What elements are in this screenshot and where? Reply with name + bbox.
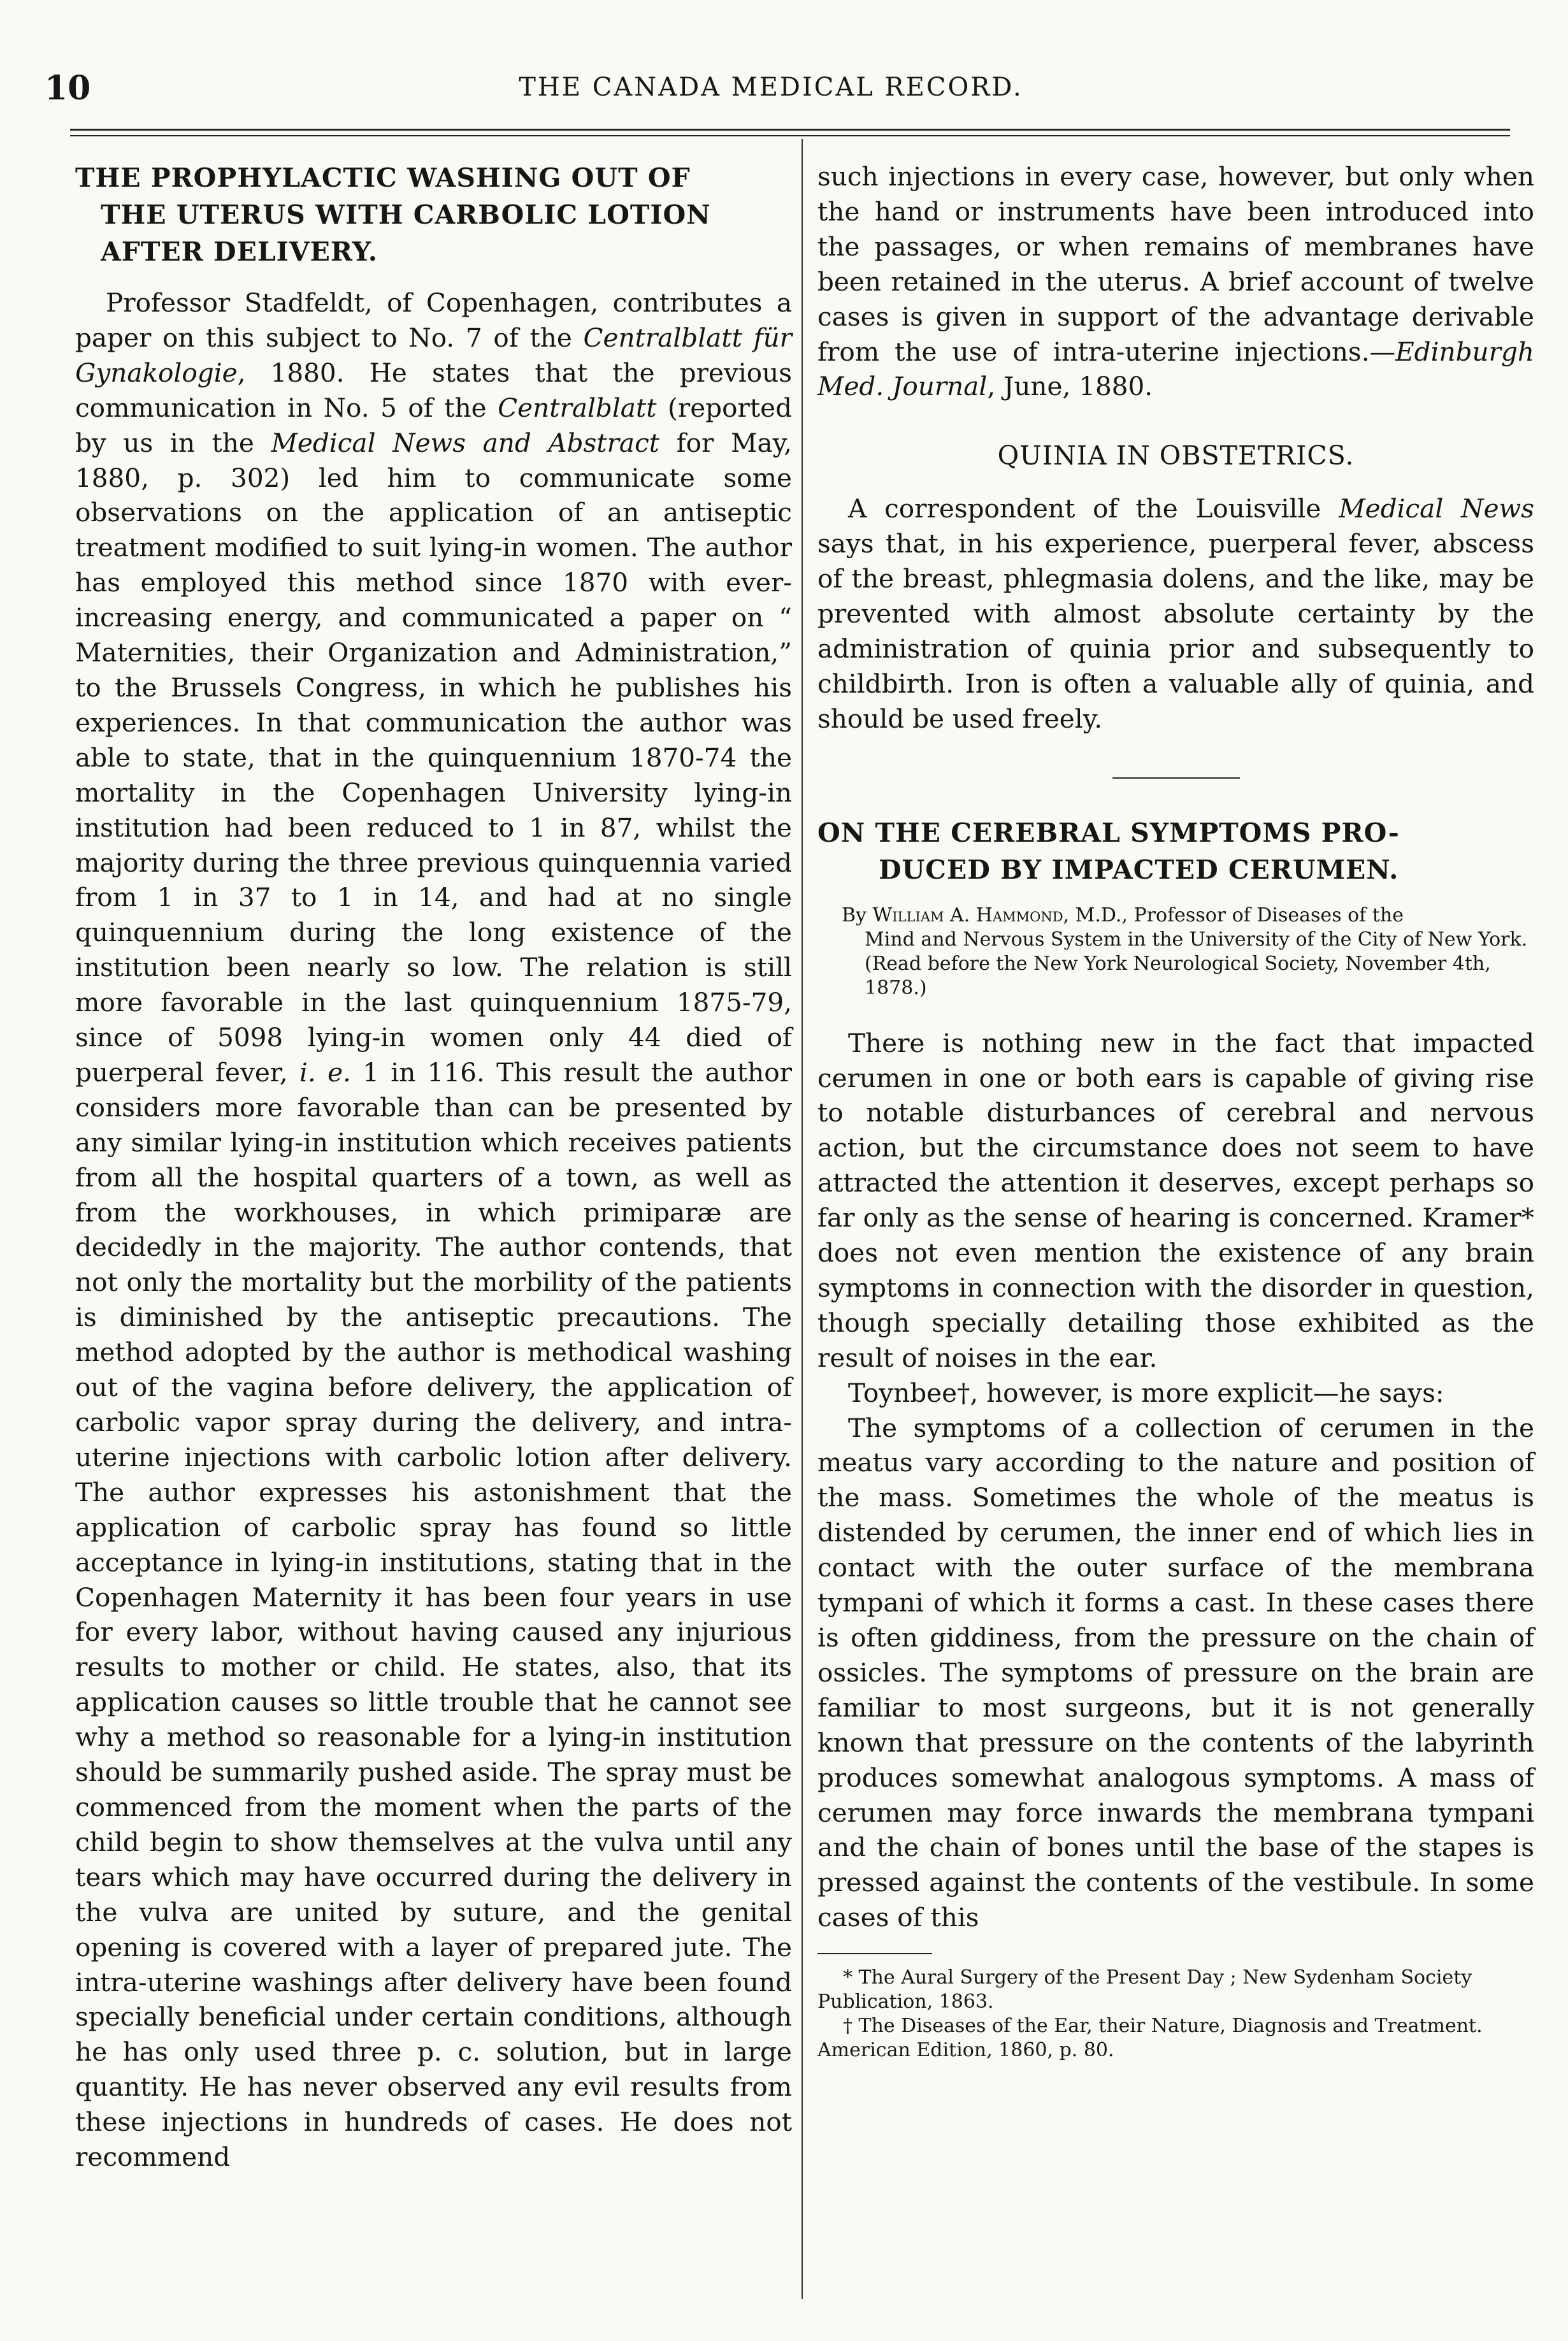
article-title-line-2: DUCED BY IMPACTED CERUMEN. — [879, 854, 1399, 885]
article-title-line-2: THE UTERUS WITH CARBOLIC LOTION — [101, 199, 711, 230]
article-body-paragraph: Toynbee†, however, is more explicit—he says: — [848, 1377, 1444, 1408]
footnote-divider — [817, 1953, 932, 1954]
body-text: Professor Stadfeldt, of Copenhagen, contributes a paper on this subject to No. 7 of the — [75, 287, 792, 353]
header-rule-thin — [70, 135, 1510, 136]
author-name: William A. Hammond — [872, 904, 1063, 926]
author-byline — [817, 904, 1534, 1000]
right-column — [817, 159, 1534, 2063]
column-divider — [802, 139, 803, 2299]
left-column — [75, 159, 792, 2175]
header-rule — [70, 129, 1510, 131]
body-text: (reported by us in the — [75, 392, 793, 458]
article-title-prophylactic — [75, 159, 792, 270]
footnote-1: * The Aural Surgery of the Present Day ; New Sydenham Society Publication, 1863. — [817, 1966, 1472, 2013]
byline-prefix: By — [842, 904, 873, 926]
author-credentials: , M.D., Professor of Diseases of the — [1063, 904, 1404, 926]
journal-citation: Medical News — [1339, 493, 1534, 524]
article-body-paragraph: The symptoms of a collection of cerumen in the meatus vary according to the nature and position of the mass. Sometimes the whole of the meatus is distended by cerumen, the inner end of which lies in contact with the outer surface of the membrana tympani of which it forms a cast. In these cases there is often giddiness, from the pressure on the chain of ossicles. The symptoms of pressure on the brain are familiar to most surgeons, but it is not generally known that pressure on the contents of the labyrinth produces somewhat analogous symptoms. A mass of cerumen may force inwards the membrana tympani and the chain of bones until the base of the stapes is pressed against the contents of the vestibule. In some cases of this — [817, 1412, 1534, 1933]
article-title-line-1: THE PROPHYLACTIC WASHING OUT OF — [75, 162, 691, 193]
page-header — [45, 69, 1497, 107]
article-title-cerebral — [817, 814, 1534, 888]
body-text: such injections in every case, however, but only when the hand or instruments have been introduced into the passages, or when remains of membranes have been retained in the uterus. A brief account of twelve cases is given in support of the advantage derivable from the use of intra-uterine injections.— — [817, 161, 1534, 367]
article-body-paragraph — [817, 491, 1534, 736]
article-body-paragraph — [75, 285, 792, 2175]
article-title-quinia: QUINIA IN OBSTETRICS. — [997, 440, 1355, 472]
body-text: A correspondent of the Louisville — [848, 493, 1339, 524]
journal-citation: Medical News and Abstract — [271, 427, 660, 458]
journal-title: THE CANADA MEDICAL RECORD. — [519, 73, 1023, 102]
body-text: says that, in his experience, puerperal fever, abscess of the breast, phlegmasia dolens, and the like, may be prevented with almost absolute certainty by the administration of quinia prior and subsequently to childbirth. Iron is often a valuable ally of quinia, and should be used freely. — [817, 528, 1534, 734]
continued-paragraph — [817, 159, 1534, 404]
abbreviation: i. e. — [299, 1056, 351, 1088]
section-divider — [1112, 777, 1240, 779]
article-body-paragraph: There is nothing new in the fact that impacted cerumen in one or both ears is capable of giving rise to notable disturbances of cerebral and nervous action, but the circumstance does not seem to have attracted the attention it deserves, except perhaps so far only as the sense of hearing is concerned. Kramer* does not even mention the existence of any brain symptoms in connection with the disorder in question, though specially detailing those exhibited as the result of noises in the ear. — [817, 1027, 1534, 1373]
journal-citation: Centralblatt für Gynakologie — [75, 322, 793, 388]
body-text: , 1880. He states that the previous communication in No. 5 of the — [75, 357, 792, 423]
article-title-line-1: ON THE CEREBRAL SYMPTOMS PRO- — [817, 817, 1400, 848]
body-text: 1 in 116. This result the author considers more favorable than can be presented by any similar lying-in institution which receives patients from all the hospital quarters of a town, as well as from the workhouses, in which primiparæ are decidedly in the majority. The author contends, that not only the mortality but the morbility of the patients is diminished by the antiseptic precautions. The method adopted by the author is methodical washing out of the vagina before delivery, the application of carbolic vapor spray during the delivery, and intra-uterine injections with carbolic lotion after delivery. The author expresses his astonishment that the application of carbolic spray has found so little acceptance in lying-in institutions, stating that in the Copenhagen Maternity it has been four years in use for every labor, without having caused any injurious results to mother or child. He states, also, that its application causes so little trouble that he cannot see why a method so reasonable for a lying-in institution should be summarily pushed aside. The spray must be commenced from the moment when the parts of the child begin to show themselves at the vulva until any tears which may have occurred during the delivery in the vulva are united by suture, and the genital opening is covered with a layer of prepared jute. The intra-uterine washings after delivery have been found specially beneficial under certain conditions, although he has only used three p. c. solution, but in large quantity. He has never observed any evil results from these injections in hundreds of cases. He does not recommend — [75, 1056, 793, 2173]
footnote-2: † The Diseases of the Ear, their Nature, Diagnosis and Treatment. American Edition, 1860, p. 80. — [817, 2015, 1483, 2062]
author-affiliation: Mind and Nervous System in the University of the City of New York. (Read before the New York Neurological Society, November 4th, 1878.) — [865, 928, 1528, 999]
journal-citation: Centralblatt — [498, 392, 657, 423]
body-text: for May, 1880, p. 302) led him to communicate some observations on the application of an antiseptic treatment modified to suit lying-in women. The author has employed this method since 1870 with ever-increasing energy, and communicated a paper on “ Maternities, their Organization and Administration,” to the Brussels Congress, in which he publishes his experiences. In that communication the author was able to state, that in the quinquennium 1870-74 the mortality in the Copenhagen University lying-in institution had been reduced to 1 in 87, whilst the majority during the three previous quinquennia varied from 1 in 37 to 1 in 14, and had at no single quinquennium during the long existence of the institution been nearly so low. The relation is still more favorable in the last quinquennium 1875-79, since of 5098 lying-in women only 44 died of puerperal fever, — [75, 427, 792, 1088]
article-title-line-3: AFTER DELIVERY. — [101, 236, 378, 267]
journal-citation: Edinburgh Med. Journal — [817, 336, 1534, 402]
page-number: 10 — [45, 69, 91, 108]
body-text: , June, 1880. — [987, 371, 1153, 402]
